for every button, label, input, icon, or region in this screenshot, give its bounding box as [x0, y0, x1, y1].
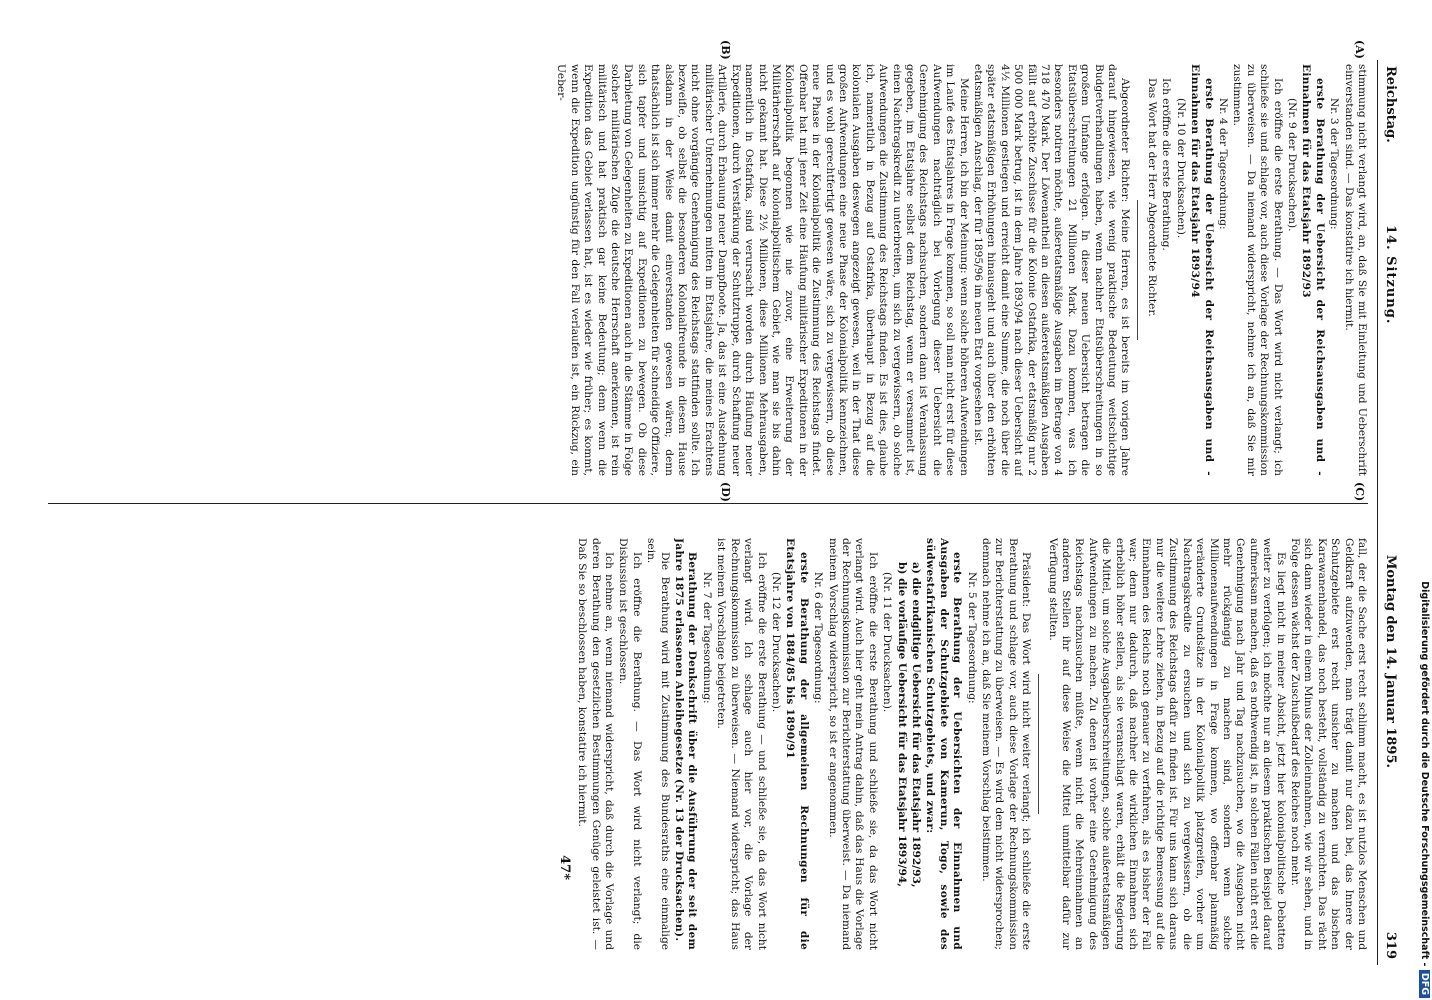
- agenda-heading: erste Berathung der Uebersicht der Reichsausgaben und -Einnahmen für das Etatsjahr 1893/94: [1189, 64, 1215, 476]
- agenda-item: Nr. 5 der Tagesordnung:: [965, 572, 978, 704]
- margin-marker-d: (D): [719, 482, 732, 502]
- paragraph: Ich eröffne die Berathung. — Das Wort wird nicht verlangt; die Diskussion ist geschlossen.: [617, 538, 643, 950]
- digitization-credit: Digitalisierung gefördert durch die Deutsche Forschungsgemeinschaft -: [1419, 581, 1430, 967]
- dfg-logo: DFG: [1419, 970, 1430, 998]
- agenda-subitem: b) die vorläufige Uebersicht für das Etatsjahr 1893/94,: [895, 562, 908, 887]
- agenda-item: Nr. 7 der Tagesordnung:: [700, 572, 713, 704]
- speech-paragraph: Präsident: Das Wort wird nicht weiter verlangt; ich schließe die erste Berathung und schlage vor, auch diese Vorlage der Rechnungskommission zur Berichterstattung zu überweisen. — Es wird dem nicht widersprochen; demnach nehme ich an, daß Sie meinem Vorschlag beistimmen.: [980, 538, 1033, 950]
- header-date: Montag den 14. Januar 1895.: [1383, 555, 1398, 769]
- paragraph: Ich eröffne die erste Berathung — und schließe sie, da das Wort nicht verlangt wird. Ich schlage auch hier vor, die Vorlage der Rechnungskommission zu überweisen. — Niemand widerspricht; das Haus ist meinem Vorschlage beigetreten.: [715, 538, 768, 950]
- document-reference: (Nr. 12 der Drucksachen).: [769, 572, 782, 713]
- text-column-right: [48, 538, 1368, 950]
- page-header: [1377, 60, 1402, 965]
- agenda-heading: erste Berathung der Uebersicht der Reichsausgaben und -Einnahmen für das Etatsjahr 1892/93: [1300, 64, 1326, 476]
- paragraph: stimmung nicht verlangt wird, an, daß Sie mit Einleitung und Ueberschrift einverstanden sind. — Das konstatire ich hiermit.: [1342, 64, 1368, 476]
- page-number: 319: [1383, 931, 1398, 959]
- column-divider: [48, 503, 1368, 504]
- agenda-item: Nr. 6 der Tagesordnung:: [812, 572, 825, 704]
- paragraph: Ich eröffne die erste Berathung. — Das Wort wird nicht verlangt; ich schließe sie und schlage vor, auch diese Vorlage der Rechnungskommission zu überweisen. — Da niemand widerspricht, nehme ich an, daß Sie mir zustimmen.: [1231, 64, 1284, 476]
- paragraph: Ich nehme an, wenn niemand widerspricht, daß durch die Vorlage und deren Berathung den gesetzlichen Bestimmungen Genüge geleistet ist. — Daß Sie so beschlossen haben, konstatire ich hiermit.: [576, 538, 616, 950]
- header-left: Reichstag.: [1383, 66, 1398, 143]
- speech-paragraph: Meine Herren, ich bin der Meinung: wenn solche höheren Aufwendungen im Laufe des Etatsjahres in Frage kommen, so soll man nicht erst für diese Aufwendungen nachträglich bei Vorlegung dieser Uebersicht die Genehmigung des Reichstags nachsuchen, sondern dann ist Veranlassung gegeben, im Etatsjahre selbst dem Reichstag, wenn er versammelt ist, einen Nachtragskredit zu unterbreiten, um sich zu vergewissern, ob solche Aufwendungen die Zustimmung des Reichstags finden. Es ist dies, glaube ich, namentlich in Bezug auf Ostafrika, überhaupt in Bezug auf die kolonialen Ausgaben deswegen angezeigt gewesen, weil in der That diese großen Aufwendungen eine neue Phase der Kolonialpolitik kennzeichnen, und es wohl gerechtfertigt gewesen wäre, sich zu vergewissern, ob diese neue Phase in der Kolonialpolitik die Zustimmung des Reichstags findet. Offenbar hat mit jener Zeit eine Häufung militärischer Expeditionen in der Kolonialpolitik begonnen wie nie zuvor, eine Erweiterung der Militärherrschaft auf kolonialpolitischem Gebiet, wie man sie bis dahin nicht gekannt hat. Diese 2½ Millionen, diese Millionen Mehrausgaben, namentlich in Ostafrika, sind verursacht worden durch Häufung neuer Expeditionen, durch Verstärkung der Schutztruppe, durch Schaffung neuer Artillerie, durch Erbauung neuer Dampfboote. Ja, das ist eine Ausdehnung militärischer Unternehmungen mitten im Etatsjahre, die meines Erachtens nicht ohne vorgängige Genehmigung des Reichstags stattfinden sollte. Ich bezweifle, ob selbst die besonderen Kolonialfreunde in diesem Hause alsdann in der Weise damit einverstanden gewesen wären; denn thatsächlich ist sich immer mehr die Gelegenheiten für schneidige Offiziere, sich tapfer und umsichtig auf Expeditionen zu bewegen. Ob diese Darbietung von Gelegenheiten zu Expeditionen auch in die Stämme in Folge solcher militärischen Züge die deutsche Herrschaft anerkennen, ist rein militärisch und hat praktisch gar keine Bedeutung; denn wenn die Expedition das Gebiet verlassen hat, ist es wieder wie früher; es kommt, wenn die Expedition ungünstig für den Fall verlaufen ist, ein Rückzug, ein Ueber-: [555, 64, 970, 476]
- document-reference: (Nr. 11 der Drucksachen).: [881, 572, 894, 713]
- agenda-heading: Berathung der Denkschrift über die Ausführung der seit dem Jahre 1875 erlassenen Anleihegesetze (Nr. 13 der Drucksachen).: [673, 538, 699, 950]
- signature-mark: 47*: [556, 855, 572, 880]
- document-reference: (Nr. 9 der Drucksachen).: [1285, 98, 1298, 232]
- margin-marker-c: (C): [1353, 482, 1366, 502]
- side-credit-strip: [1414, 8, 1432, 998]
- paragraph: Ich eröffne die erste Berathung und schließe sie, da das Wort nicht verlangt wird. Auch hier geht mein Antrag dahin, daß das Haus die Vorlage der Rechnungskommission zur Berichterstattung überweist. — Da niemand meinem Vorschlag widerspricht, so ist er angenommen.: [826, 538, 879, 950]
- paragraph: Die Berathung wird mit Zustimmung des Bundesraths eine einmalige sein.: [645, 538, 671, 950]
- speech-paragraph: Abgeordneter Richter: Meine Herren, es ist bereits im vorigen Jahre darauf hingewiesen, wie wenig praktische Bedeutung weitschichtige Budgetverhandlungen haben, wenn nachher Etatsüberschreitungen in so großem Umfange erfolgen. In dieser neuen Uebersicht betragen die Etatsüberschreitungen 21 Millionen Mark. Dazu kommen, was ich besonders notiren möchte, außeretatsmäßige Ausgaben im Betrage von 4 718 470 Mark. Der Löwenantheil an diesen außeretatsmäßigen Ausgaben fällt auf erhöhte Zuschüsse für die Kolonie Ostafrika, der etatsmäßig nur 2 500 000 Mark betrug, ist in dem Jahre 1893/94 nach dieser Uebersicht auf 4½ Millionen gestiegen und erreicht damit eine Summe, die noch über die später etatsmäßigen Erhöhungen hinausgeht und auch über den erhöhten etatsmäßigen Anschlag, der für 1895/96 im neuen Etat vorgesehen ist.: [972, 64, 1132, 476]
- paragraph: Ich eröffne die erste Berathung.: [1160, 78, 1173, 251]
- paragraph: Es liegt nicht in meiner Absicht, jetzt hier kolonialpolitische Debatten weiter zu verfolgen; ich möchte nur an diesem praktischen Beispiel darauf aufmerksam machen, daß es nothwendig ist, in solchen Fällen nicht erst die Genehmigung nach Jahr und Tag nachzusuchen, wo die Ausgaben nicht mehr rückgängig zu machen sind, sondern wenn solche Millionenaufwendungen in Frage kommen, wo offenbar planmäßig veränderte Grundsätze in der Kolonialpolitik platzgreifen, vorher um Nachtragskredite zu ersuchen und sich zu vergewissern, ob die Zustimmung des Reichstags dafür zu finden ist. Für uns kann sich daraus nur die weitere Lehre ziehen, in Bezug auf die richtige Bemessung auf die Einnahmen des Reichs noch genauer zu verfahren, als es bisher der Fall war; denn nur dadurch, daß nachher die wirklichen Einnahmen sich erheblich höher stellen, als sie veranschlagt waren, erhält die Regierung die Mittel, um solche Ausgabeüberschreitungen, solche außeretatsmäßigen Aufwendungen zu machen. Zu denen ist vorher eine Genehmigung des Reichstags nachzusuchen müßte, wenn nicht die Mehreinnahmen an anderen Stellen ihr auf diese Weise die Mittel unmittelbar dafür zur Verfügung stellten.: [1046, 538, 1287, 950]
- section-divider: [1038, 674, 1039, 814]
- margin-marker-a: (A): [1353, 40, 1366, 59]
- agenda-item: Nr. 4 der Tagesordnung:: [1216, 98, 1229, 230]
- text-column-left: [48, 64, 1368, 476]
- paragraph: Das Wort hat der Herr Abgeordnete Richter.: [1145, 78, 1158, 317]
- agenda-subitem: a) die endgiltige Uebersicht für das Etatsjahr 1892/93,: [910, 562, 922, 888]
- header-session: 14. Sitzung.: [1383, 225, 1398, 325]
- agenda-heading: erste Berathung der allgemeinen Rechnungen für die Etatsjahre von 1884/85 bis 1890/91: [784, 538, 810, 950]
- paragraph: fall, der die Sache erst recht schlimm macht, es ist nutzlos Menschen und Geldkraft aufzuwenden, man trägt damit nur dazu bei, das Innere der Schutzgebiete erst recht unsicher zu machen und das bischen Karawanenhandel, das noch besteht, vollständig zu vernichten. Das rächt sich dann wieder in einem Minus der Zolleinnahmen, wie wir sehen, und in Folge dessen wächst der Zuschußbedarf des Reiches noch mehr.: [1288, 538, 1368, 950]
- section-divider: [1138, 200, 1139, 340]
- document-reference: (Nr. 10 der Drucksachen).: [1174, 98, 1187, 239]
- margin-marker-b: (B): [719, 40, 732, 60]
- agenda-heading: erste Berathung der Uebersichten der Einnahmen und Ausgaben der Schutzgebiete von Kamerun, Togo, sowie des südwestafrikanischen Schutzgebiets, und zwar:: [924, 538, 964, 950]
- agenda-item: Nr. 3 der Tagesordnung:: [1328, 98, 1341, 230]
